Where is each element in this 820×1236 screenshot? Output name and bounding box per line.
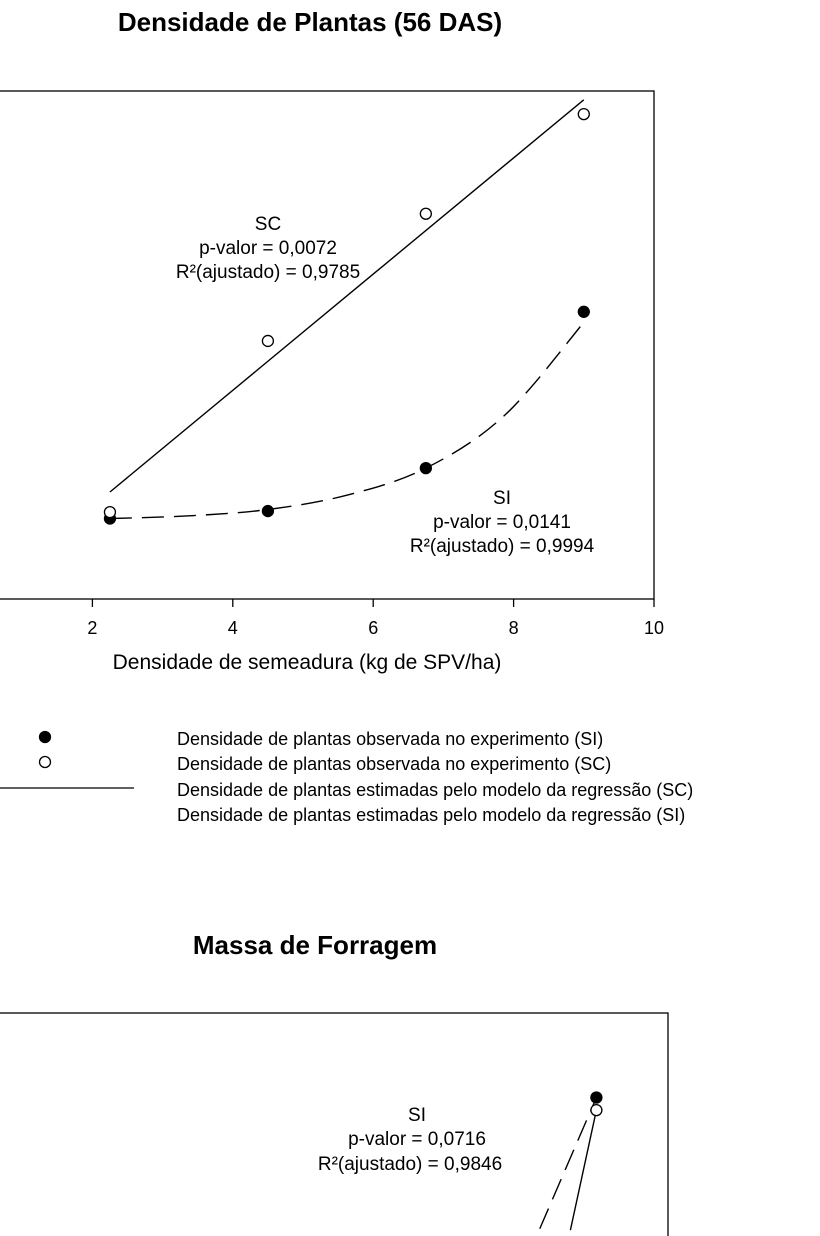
point-si — [591, 1092, 602, 1103]
legend-text-model-si: Densidade de plantas estimadas pelo modelo da regressão (SI) — [177, 805, 686, 825]
legend-marker-filled-circle — [40, 732, 51, 743]
chart1-x-axis-label: Densidade de semeadura (kg de SPV/ha) — [112, 651, 502, 674]
chart2-plot-area — [0, 1013, 668, 1236]
chart1-annotation-si — [410, 488, 595, 557]
x-tick-label: 4 — [227, 618, 238, 638]
annotation2-si-pvalue: p-valor = 0,0716 — [348, 1129, 486, 1150]
chart1-plot-area — [0, 91, 664, 674]
fit-line-sc — [110, 100, 584, 492]
chart2-annotation-si — [318, 1105, 502, 1175]
chart1-points — [104, 109, 589, 524]
annotation-si-r2: R²(ajustado) = 0,9994 — [409, 536, 595, 557]
chart1-fit-lines — [110, 100, 584, 519]
x-tick-label: 10 — [643, 618, 665, 638]
point-sc — [420, 208, 431, 219]
annotation-sc-label: SC — [254, 214, 282, 235]
annotation-sc-pvalue: p-valor = 0,0072 — [199, 238, 337, 259]
annotation2-si-label: SI — [408, 1105, 426, 1126]
chart2-fit-lines — [514, 1098, 596, 1236]
chart2-frame — [0, 1013, 668, 1236]
point-sc — [578, 109, 589, 120]
point-sc — [262, 335, 273, 346]
point-si — [578, 306, 589, 317]
legend-text-observed-si: Densidade de plantas observada no experimento (SI) — [177, 729, 604, 749]
x-tick-label: 6 — [368, 618, 379, 638]
legend-text-observed-sc: Densidade de plantas observada no experimento (SC) — [177, 754, 612, 774]
legend-marker-open-circle — [40, 757, 51, 768]
fit-line-si — [110, 322, 584, 518]
legend-text-model-sc: Densidade de plantas estimadas pelo modelo da regressão (SC) — [177, 780, 694, 800]
chart2-title: Massa de Forragem — [192, 930, 438, 960]
chart1-x-ticks — [87, 599, 664, 638]
chart1-title: Densidade de Plantas (56 DAS) — [117, 7, 503, 37]
point-sc — [104, 507, 115, 518]
x-tick-label: 8 — [508, 618, 519, 638]
point-si — [262, 506, 273, 517]
chart1-annotation-sc — [176, 214, 360, 283]
point-sc — [591, 1105, 602, 1116]
x-tick-label: 2 — [87, 618, 98, 638]
annotation-sc-r2: R²(ajustado) = 0,9785 — [175, 262, 361, 283]
chart2-points — [591, 1092, 602, 1116]
chart1-legend — [0, 729, 693, 825]
annotation-si-label: SI — [493, 488, 511, 509]
point-si — [420, 463, 431, 474]
annotation-si-pvalue: p-valor = 0,0141 — [433, 512, 571, 533]
annotation2-si-r2: R²(ajustado) = 0,9846 — [317, 1154, 503, 1175]
